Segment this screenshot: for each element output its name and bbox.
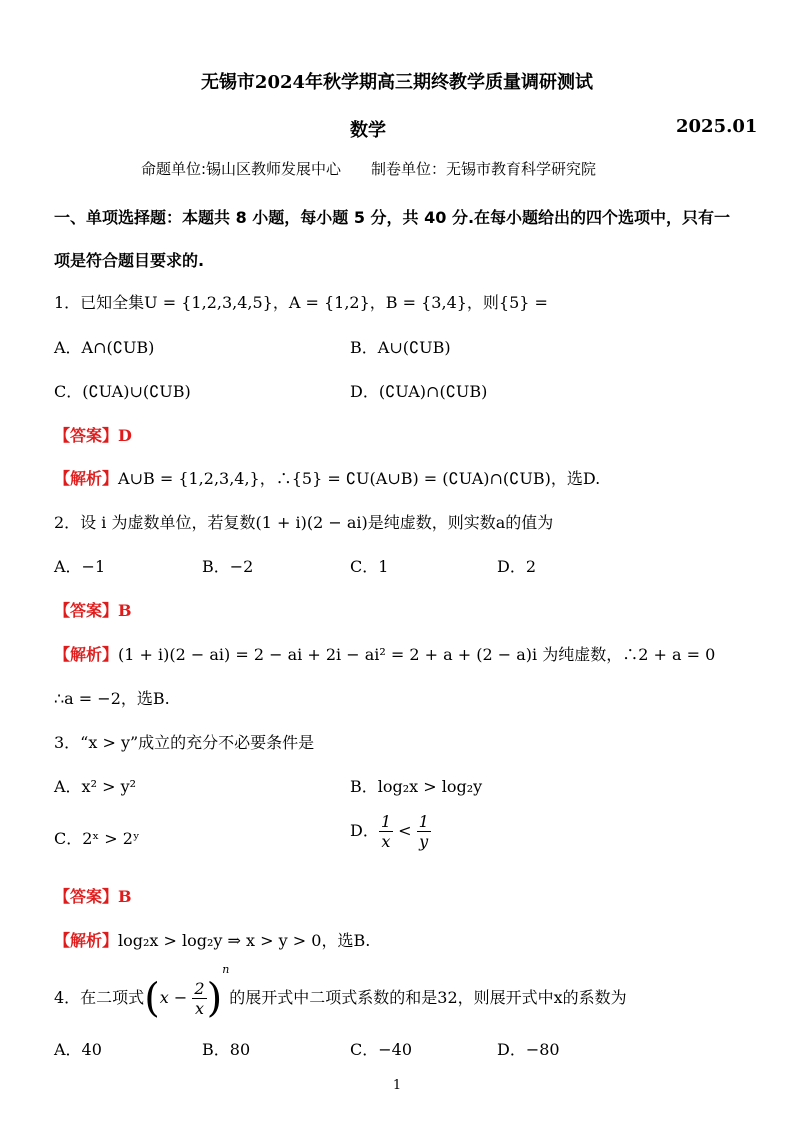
- q1-analysis-row: [54, 466, 600, 489]
- q1-stem: 1．已知全集U = {1,2,3,4,5}，A = {1,2}，B = {3,4}，则{5} =: [54, 293, 548, 312]
- fraction-1-over-x: $\frac{1}{x}$: [380, 812, 392, 851]
- section-heading-line1: 一、单项选择题：本题共 8 小题，每小题 5 分，共 40 分.在每小题给出的四个选项中，只有一: [54, 208, 731, 227]
- answer-label: 【答案】: [54, 601, 119, 620]
- exam-date: 2025.01: [676, 116, 758, 137]
- analysis-label: 【解析】: [54, 469, 119, 488]
- q1-option-b: B．A∪(∁UB): [350, 338, 451, 357]
- q2-option-d: D．2: [497, 557, 537, 576]
- q2-answer: B: [118, 601, 132, 620]
- analysis-label: 【解析】: [54, 931, 119, 950]
- q2-analysis-row: [54, 642, 715, 665]
- q1-answer: D: [118, 426, 132, 445]
- q4-stem: 4．在二项式(x − $\frac{2}{x}$ )$^n$的展开式中二项式系数的和是32，则展开式中x的系数为: [54, 963, 627, 1022]
- q4-stem-prefix: 4．在二项式: [54, 988, 145, 1007]
- q1-option-c: C．(∁UA)∪(∁UB): [54, 382, 191, 401]
- fraction-2-over-x: $\frac{2}{x}$: [194, 979, 205, 1018]
- q4-option-a: A．40: [54, 1040, 102, 1059]
- fraction-1-over-y: $\frac{1}{y}$: [418, 812, 429, 851]
- q3-analysis: log₂x > log₂y ⇒ x > y > 0，选B.: [118, 931, 371, 950]
- page-title: 无锡市2024年秋学期高三期终教学质量调研测试: [200, 72, 594, 93]
- subject: 数学: [350, 120, 386, 141]
- analysis-label: 【解析】: [54, 645, 119, 664]
- q3-answer: B: [118, 887, 132, 906]
- q4-option-d: D．−80: [497, 1040, 560, 1059]
- answer-label: 【答案】: [54, 426, 119, 445]
- q3-option-d-prefix: D．: [350, 821, 379, 840]
- q2-option-b: B．−2: [202, 557, 254, 576]
- q2-option-c: C．1: [350, 557, 389, 576]
- q3-stem: 3．“x > y”成立的充分不必要条件是: [54, 733, 315, 752]
- q3-option-b: B．log₂x > log₂y: [350, 777, 483, 796]
- q2-stem: 2．设 i 为虚数单位，若复数(1 + i)(2 − ai)是纯虚数，则实数a的值为: [54, 513, 554, 532]
- q4-stem-suffix: 的展开式中二项式系数的和是32，则展开式中x的系数为: [229, 988, 627, 1007]
- q2-analysis-2: ∴a = −2，选B.: [54, 689, 170, 708]
- q1-option-a: A．A∩(∁UB): [54, 338, 155, 357]
- q3-option-c: C．2ˣ > 2ʸ: [54, 829, 140, 848]
- answer-label: 【答案】: [54, 887, 119, 906]
- q1-analysis: A∪B = {1,2,3,4,}，∴{5} = ∁U(A∪B) = (∁UA)∩(∁UB)，选D.: [118, 469, 601, 488]
- authors: 命题单位:锡山区教师发展中心 制卷单位：无锡市教育科学研究院: [141, 160, 597, 178]
- section-heading-line2: 项是符合题目要求的.: [54, 251, 205, 270]
- q3-analysis-row: [54, 928, 370, 951]
- q4-option-b: B．80: [202, 1040, 251, 1059]
- q1-option-d: D．(∁UA)∩(∁UB): [350, 382, 488, 401]
- q2-answer-row: [54, 598, 132, 621]
- q3-answer-row: [54, 884, 132, 907]
- q2-analysis-1: (1 + i)(2 − ai) = 2 − ai + 2i − ai² = 2 + a + (2 − a)i 为纯虚数，∴2 + a = 0: [118, 645, 716, 664]
- q3-option-a: A．x² > y²: [54, 777, 137, 796]
- q3-option-d: D． $\frac{1}{x}$ < $\frac{1}{y}$: [350, 812, 429, 851]
- q4-option-c: C．−40: [350, 1040, 413, 1059]
- page-number: 1: [392, 1078, 402, 1093]
- q2-option-a: A．−1: [54, 557, 106, 576]
- q1-answer-row: [54, 423, 132, 446]
